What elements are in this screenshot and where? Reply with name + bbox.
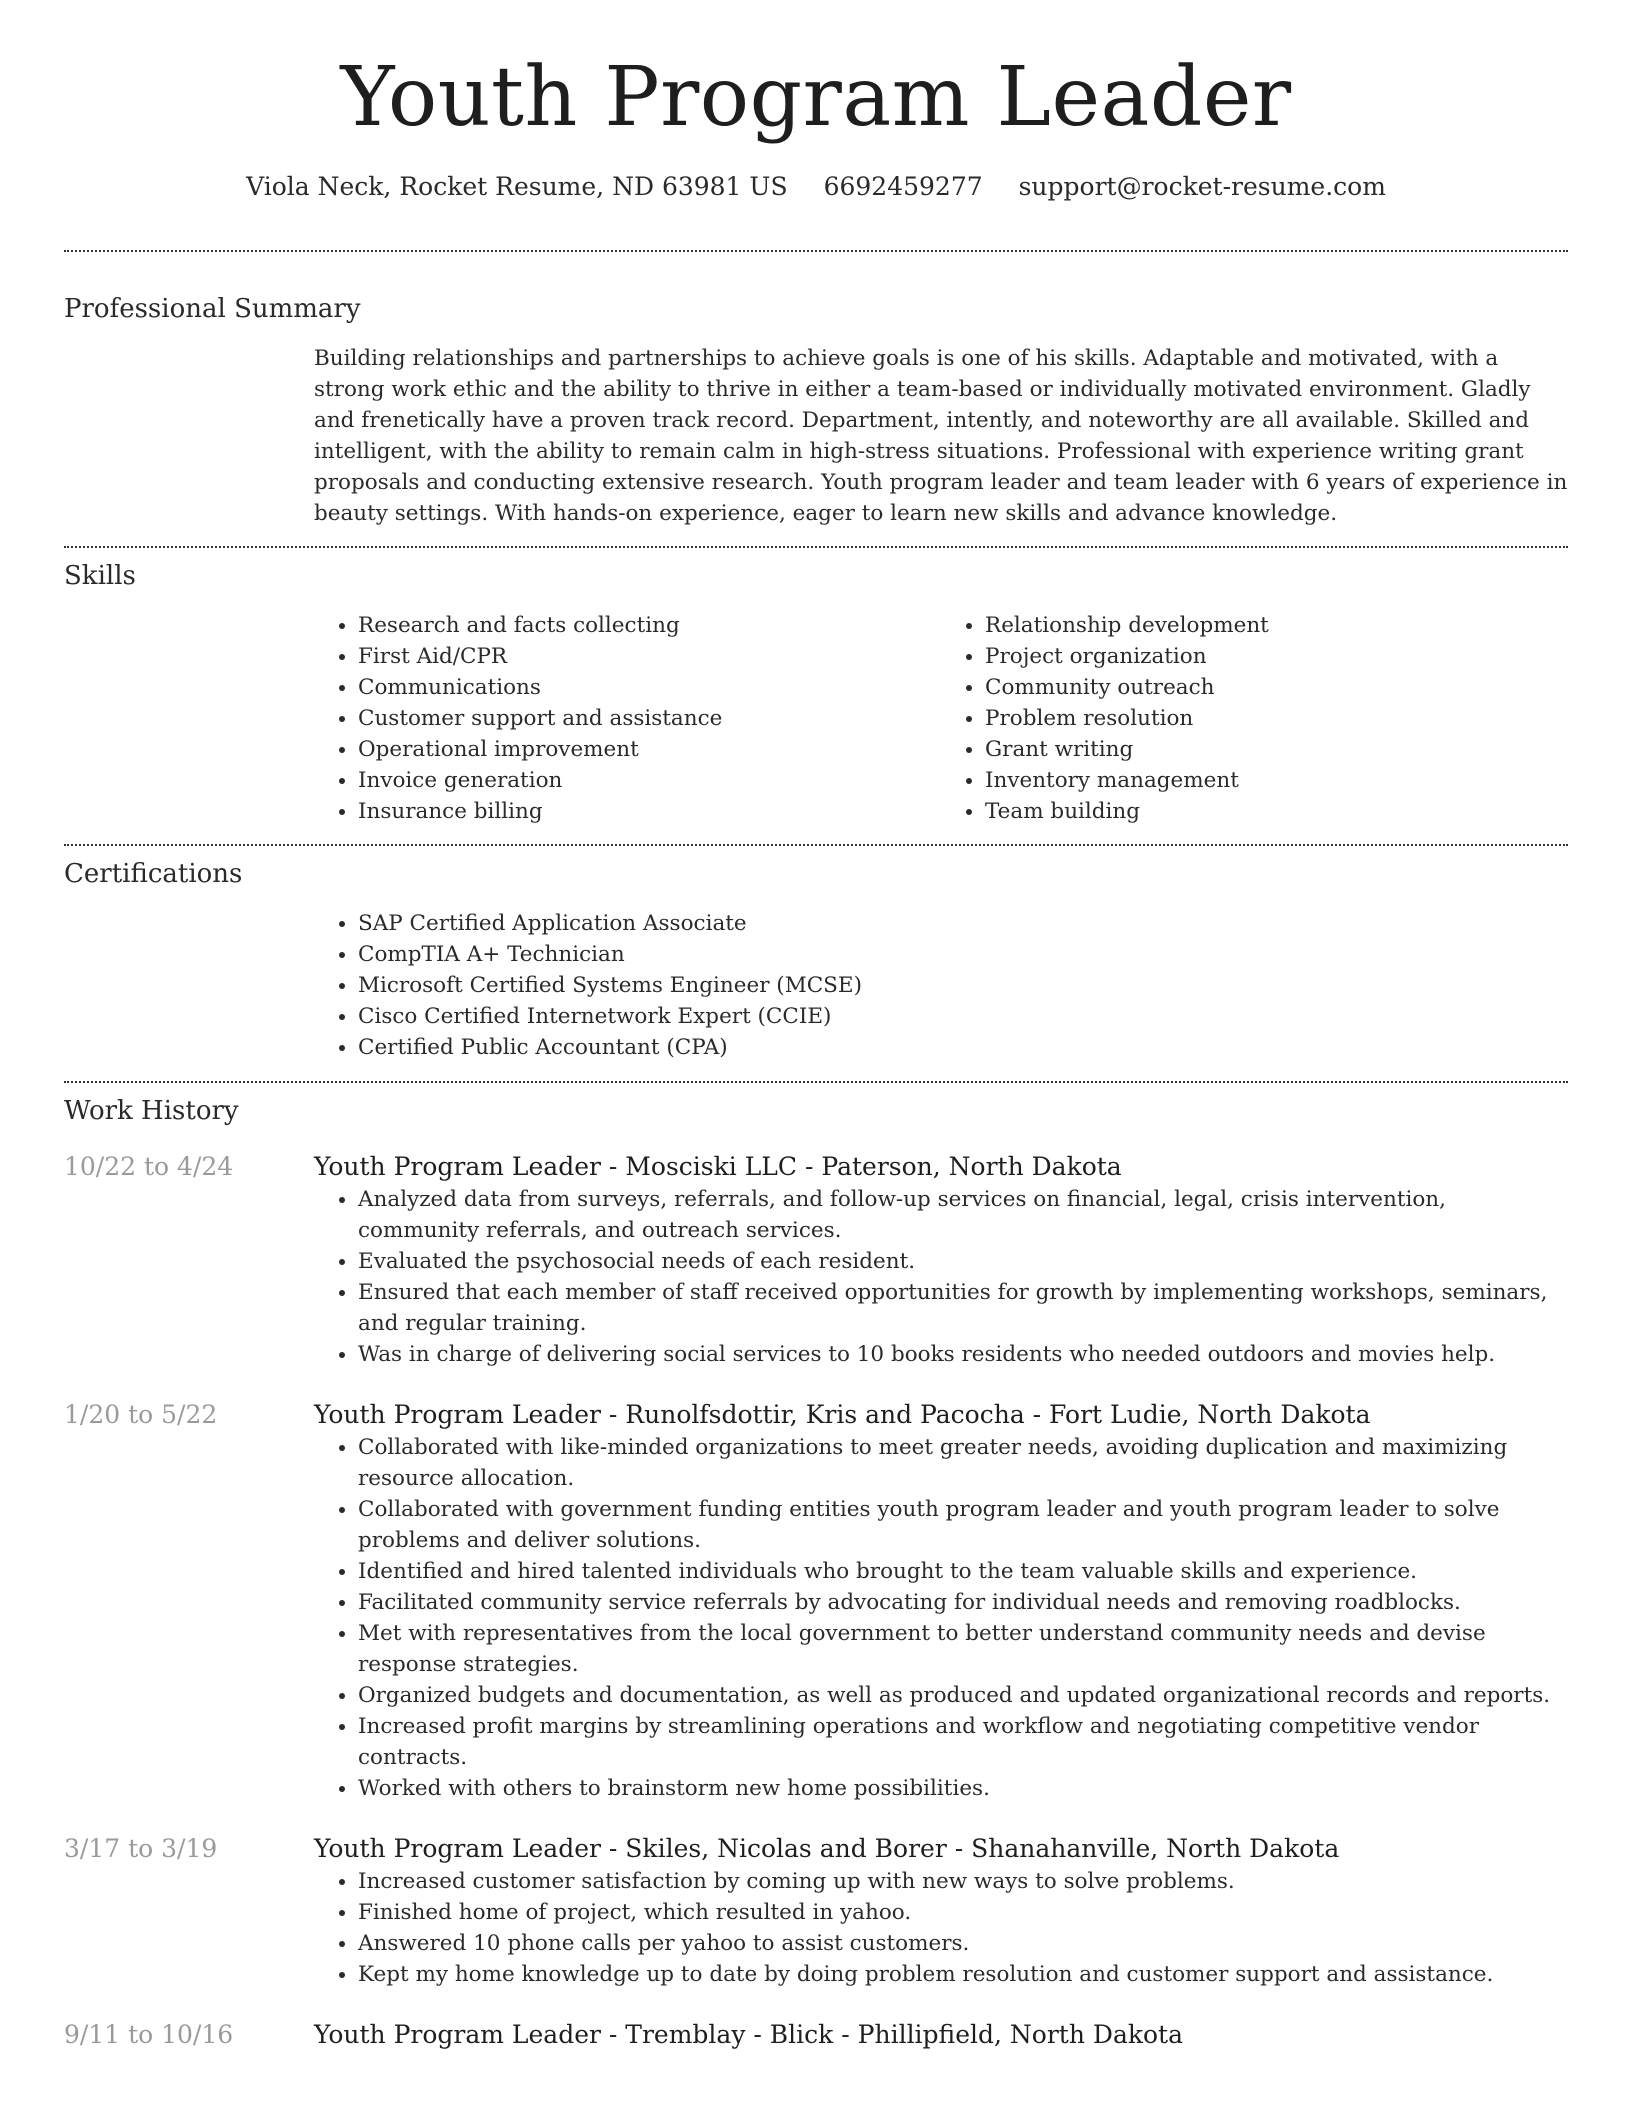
job-bullet: • Organized budgets and documentation, as well as produced and updated organizational records and reports. [358,1680,1568,1711]
job-entry [64,1150,1568,1370]
job-bullet: • Increased customer satisfaction by coming up with new ways to solve problems. [358,1866,1568,1897]
job-title: Youth Program Leader - Tremblay - Blick - Phillipfield, North Dakota [314,2020,1183,2049]
job-entry [64,1832,1568,1990]
skill-item: • Research and facts collecting [358,610,941,641]
job-bullet: • Facilitated community service referrals by advocating for individual needs and removing roadblocks. [358,1587,1568,1618]
skill-item: • Project organization [985,641,1568,672]
job-bullet: • Kept my home knowledge up to date by doing problem resolution and customer support and assistance. [358,1959,1568,1990]
skill-item: • Relationship development [985,610,1568,641]
job-entry [64,2018,1568,2052]
skill-item: • Operational improvement [358,734,941,765]
section-divider [64,250,1568,252]
section-divider [64,844,1568,846]
skills-list-left [314,610,941,827]
contact-email: support@rocket-resume.com [1018,172,1386,201]
certification-item: • Microsoft Certified Systems Engineer (MCSE) [358,970,1568,1001]
contact-line [64,170,1568,204]
skill-item: • Customer support and assistance [358,703,941,734]
job-bullet: • Collaborated with government funding entities youth program leader and youth program leader to solve problems and deliver solutions. [358,1494,1568,1556]
job-bullet: • Was in charge of delivering social services to 10 books residents who needed outdoors and movies help. [358,1339,1568,1370]
skill-item: • Grant writing [985,734,1568,765]
job-bullet: • Ensured that each member of staff received opportunities for growth by implementing workshops, seminars, and regular training. [358,1277,1568,1339]
job-dates: 10/22 to 4/24 [64,1152,234,1181]
skills-heading: Skills [64,561,136,591]
section-divider [64,546,1568,548]
job-dates: 1/20 to 5/22 [64,1400,218,1429]
job-bullets [314,1184,1568,1370]
summary-text: Building relationships and partnerships to achieve goals is one of his skills. Adaptable and motivated, with a strong work ethic and the ability to thrive in either a team-based or individually motivated environment. Gladly and frenetically have a proven track record. Department, intently, and noteworthy are all available. Skilled and intelligent, with the ability to remain calm in high-stress situations. Professional with experience writing grant proposals and conducting extensive research. Youth program leader and team leader with 6 years of experience in beauty settings. With hands-on experience, eager to learn new skills and advance knowledge. [314,346,1568,526]
certification-item: • Cisco Certified Internetwork Expert (CCIE) [358,1001,1568,1032]
resume-title: Youth Program Leader [340,50,1292,145]
skill-item: • First Aid/CPR [358,641,941,672]
job-bullet: • Answered 10 phone calls per yahoo to assist customers. [358,1928,1568,1959]
resume-page [64,0,1568,2052]
skill-item: • Problem resolution [985,703,1568,734]
job-dates: 9/11 to 10/16 [64,2020,234,2049]
job-bullet: • Analyzed data from surveys, referrals, and follow-up services on financial, legal, crisis intervention, community referrals, and outreach services. [358,1184,1568,1246]
skill-item: • Inventory management [985,765,1568,796]
skill-item: • Invoice generation [358,765,941,796]
job-bullet: • Met with representatives from the local government to better understand community needs and devise response strategies. [358,1618,1568,1680]
job-bullets [314,1866,1568,1990]
job-bullet: • Finished home of project, which resulted in yahoo. [358,1897,1568,1928]
skill-item: • Community outreach [985,672,1568,703]
skill-item: • Communications [358,672,941,703]
summary-heading: Professional Summary [64,294,361,324]
skill-item: • Insurance billing [358,796,941,827]
job-bullet: • Collaborated with like-minded organizations to meet greater needs, avoiding duplication and maximizing resource allocation. [358,1432,1568,1494]
work-history-heading: Work History [64,1096,239,1126]
job-bullet: • Identified and hired talented individuals who brought to the team valuable skills and experience. [358,1556,1568,1587]
job-bullet: • Worked with others to brainstorm new home possibilities. [358,1773,1568,1804]
certifications-list [314,908,1568,1063]
contact-phone: 6692459277 [823,172,983,201]
certification-item: • SAP Certified Application Associate [358,908,1568,939]
job-entry [64,1398,1568,1804]
section-divider [64,1081,1568,1083]
job-bullet: • Increased profit margins by streamlining operations and workflow and negotiating competitive vendor contracts. [358,1711,1568,1773]
job-dates: 3/17 to 3/19 [64,1834,218,1863]
job-title: Youth Program Leader - Mosciski LLC - Paterson, North Dakota [314,1152,1122,1181]
job-bullet: • Evaluated the psychosocial needs of each resident. [358,1246,1568,1277]
skills-grid [314,610,1568,827]
certifications-heading: Certifications [64,859,243,889]
certification-item: • CompTIA A+ Technician [358,939,1568,970]
skill-item: • Team building [985,796,1568,827]
certifications-block [314,908,1568,1063]
job-bullets [314,1432,1568,1804]
job-title: Youth Program Leader - Skiles, Nicolas and Borer - Shanahanville, North Dakota [314,1834,1340,1863]
contact-address: Viola Neck, Rocket Resume, ND 63981 US [246,172,788,201]
job-title: Youth Program Leader - Runolfsdottir, Kris and Pacocha - Fort Ludie, North Dakota [314,1400,1371,1429]
skills-list-right [941,610,1568,827]
certification-item: • Certified Public Accountant (CPA) [358,1032,1568,1063]
